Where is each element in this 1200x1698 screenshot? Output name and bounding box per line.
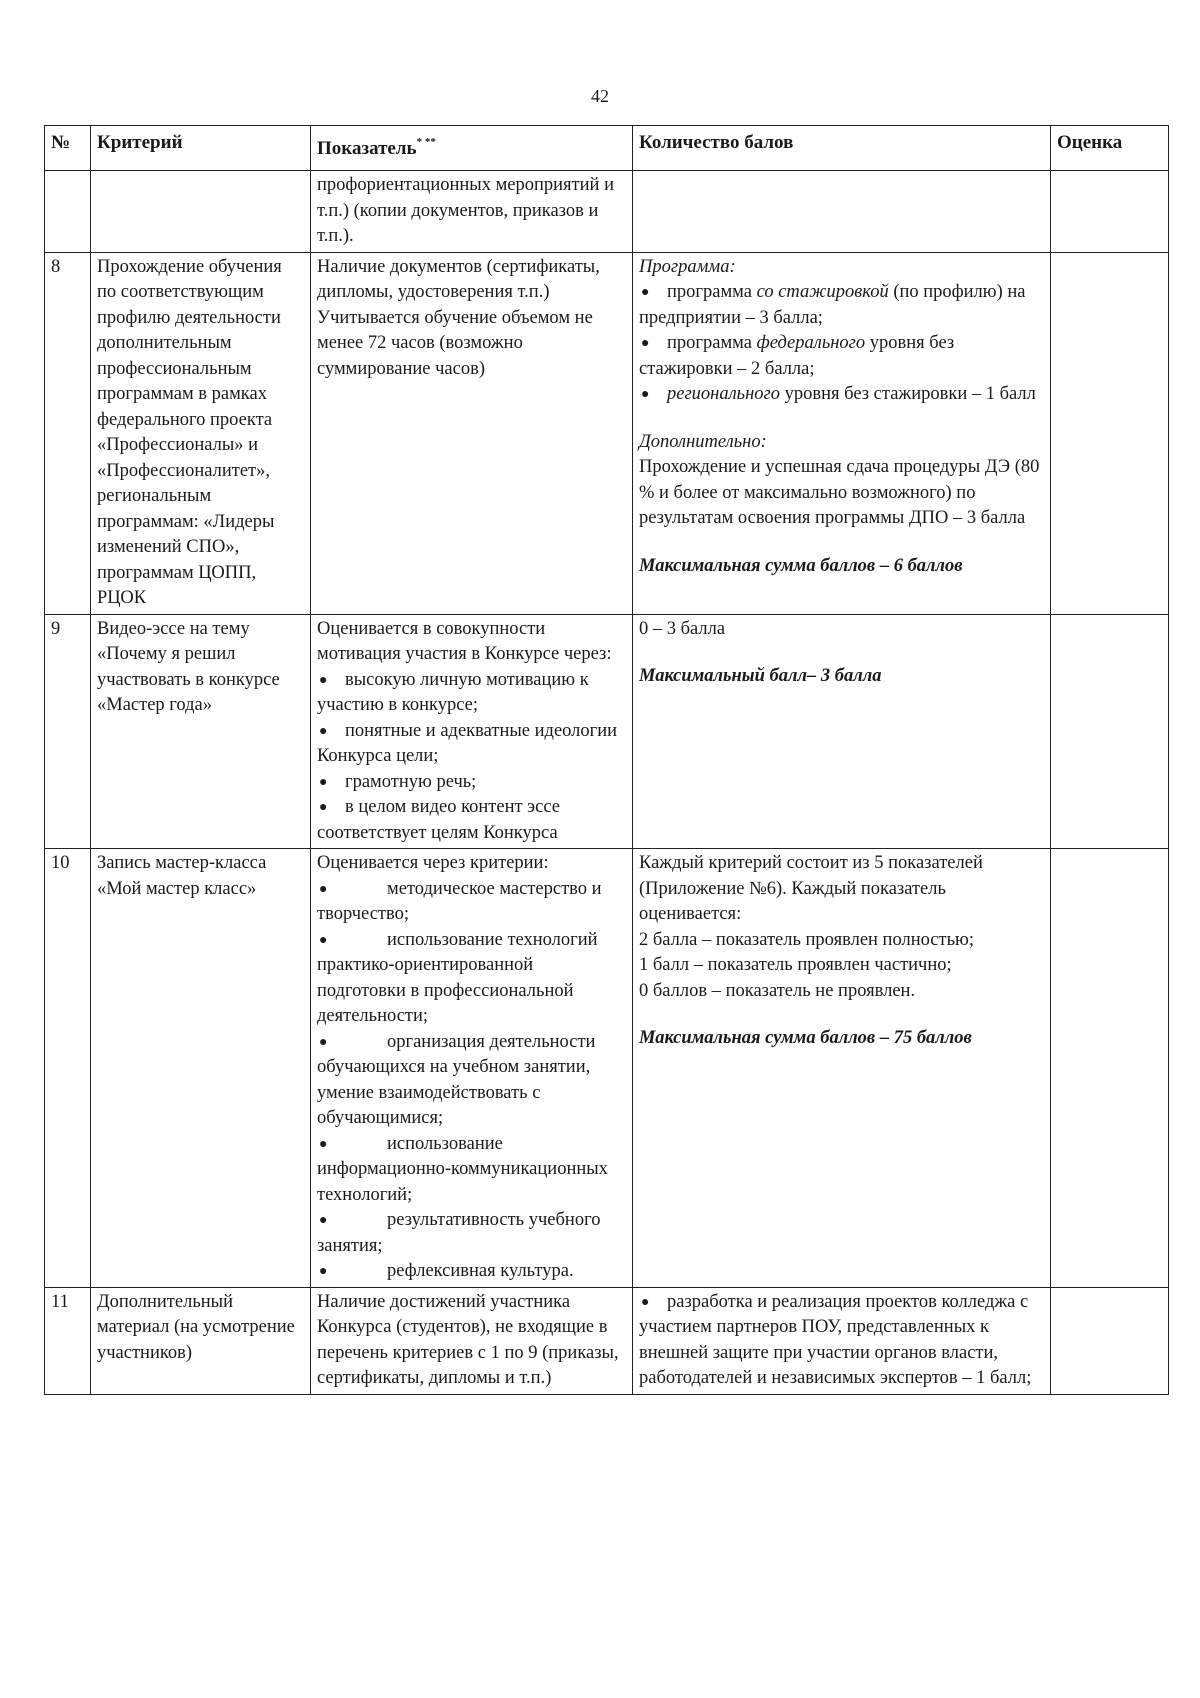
cell-criterion: Видео-эссе на тему «Почему я решил участвовать в конкурсе «Мастер года» [91, 614, 311, 849]
header-num: № [45, 126, 91, 171]
list-item: ● высокую личную мотивацию к участию в конкурсе; [317, 669, 589, 715]
list-item: ● программа со стажировкой (по профилю) на предприятии – 3 балла; [639, 282, 1026, 328]
header-points: Количество балов [633, 126, 1051, 171]
table-row [45, 171, 1169, 253]
max-score: Максимальный балл– 3 балла [639, 666, 882, 686]
bullet-icon: ● [641, 336, 650, 351]
points-line: 0 баллов – показатель не проявлен. [639, 980, 916, 1001]
cell-indicator: профориентационных мероприятий и т.п.) (копии документов, приказов и т.п.). [311, 171, 633, 253]
bullet-icon: ● [641, 387, 650, 402]
bullet-icon: ● [319, 1034, 328, 1050]
bullet-icon: ● [319, 1264, 328, 1279]
table-row [45, 849, 1169, 1288]
cell-points [633, 171, 1051, 253]
cell-points [633, 1287, 1051, 1394]
bullet-icon: ● [319, 932, 328, 948]
cell-num: 10 [45, 849, 91, 1288]
header-indicator-label: Показатель [317, 138, 417, 159]
indicator-text: Учитывается обучение объемом не менее 72 часов (возможно суммирование часов) [317, 307, 593, 379]
bullet-icon: ● [319, 774, 328, 790]
points-line: 1 балл – показатель проявлен частично; [639, 955, 952, 975]
cell-num: 9 [45, 614, 91, 849]
bullet-icon: ● [641, 285, 650, 300]
points-range: 0 – 3 балла [639, 618, 726, 639]
header-score: Оценка [1051, 126, 1169, 171]
indicator-text: Оценивается через критерии: [317, 853, 549, 873]
list-item: ● использование информационно-коммуникационных технологий; [317, 1133, 608, 1205]
cell-score [1051, 171, 1169, 253]
header-indicator [311, 126, 633, 171]
program-heading: Программа: [639, 256, 736, 277]
list-item: ● рефлексивная культура. [317, 1259, 626, 1285]
list-item: ● разработка и реализация проектов колледжа с участием партнеров ПОУ, представленных к внешней защите при участии органов власти, работодателей и независимых экспертов – 1 балл; [639, 1291, 1032, 1388]
header-indicator-footnote: * ** [416, 136, 436, 148]
max-score: Максимальная сумма баллов – 6 баллов [639, 555, 963, 576]
cell-indicator [311, 252, 633, 614]
bullet-icon: ● [319, 1136, 328, 1152]
bullet-icon: ● [641, 1294, 650, 1310]
list-item: ● в целом видео контент эссе соответствует целям Конкурса [317, 797, 560, 843]
bullet-icon: ● [319, 672, 328, 688]
indicator-text: Оценивается в совокупности мотивация участия в Конкурсе через: [317, 618, 612, 664]
cell-indicator [311, 849, 633, 1288]
table-header-row [45, 126, 1169, 171]
cell-points [633, 849, 1051, 1288]
points-text: Каждый критерий состоит из 5 показателей (Приложение №6). Каждый показатель оценивается: [639, 853, 983, 924]
bullet-icon: ● [319, 800, 328, 815]
cell-num [45, 171, 91, 253]
criteria-table [44, 125, 1169, 1395]
points-line: 2 балла – показатель проявлен полностью; [639, 929, 974, 950]
bullet-icon: ● [319, 881, 328, 897]
cell-indicator [311, 614, 633, 849]
additional-heading: Дополнительно: [639, 431, 767, 452]
bullet-icon: ● [319, 723, 328, 739]
list-item: ● программа федерального уровня без стажировки – 2 балла; [639, 333, 955, 379]
list-item: ● результативность учебного занятия; [317, 1210, 601, 1256]
table-row [45, 252, 1169, 614]
table-row [45, 614, 1169, 849]
list-item: ● понятные и адекватные идеологии Конкурса цели; [317, 720, 618, 766]
cell-points [633, 252, 1051, 614]
page-number: 42 [591, 86, 609, 106]
table-row [45, 1287, 1169, 1394]
cell-criterion [91, 171, 311, 253]
list-item: ● грамотную речь; [317, 770, 626, 796]
list-item: ● регионального уровня без стажировки – 1 балл [639, 382, 1044, 408]
cell-score [1051, 849, 1169, 1288]
cell-score [1051, 252, 1169, 614]
list-item: ● использование технологий практико-ориентированной подготовки в профессиональной деятельности; [317, 929, 598, 1026]
cell-points [633, 614, 1051, 849]
cell-criterion: Дополнительный материал (на усмотрение участников) [91, 1287, 311, 1394]
list-item: ● методическое мастерство и творчество; [317, 878, 602, 924]
cell-num: 8 [45, 252, 91, 614]
cell-criterion: Прохождение обучения по соответствующим профилю деятельности дополнительным профессиональным программам в рамках федерального проекта «Профессионалы» и «Профессионалитет», региональным программам: «Лидеры изменений СПО», программам ЦОПП, РЦОК [91, 252, 311, 614]
header-criterion: Критерий [91, 126, 311, 171]
cell-indicator: Наличие достижений участника Конкурса (студентов), не входящие в перечень критериев с 1 по 9 (приказы, сертификаты, дипломы и т.п.) [311, 1287, 633, 1394]
bullet-icon: ● [319, 1213, 328, 1228]
additional-text: Прохождение и успешная сдача процедуры ДЭ (80 % и более от максимально возможного) по результатам освоения программы ДПО – 3 балла [639, 457, 1040, 528]
cell-num: 11 [45, 1287, 91, 1394]
cell-score [1051, 1287, 1169, 1394]
cell-score [1051, 614, 1169, 849]
cell-criterion: Запись мастер-класса «Мой мастер класс» [91, 849, 311, 1288]
indicator-text: Наличие документов (сертификаты, дипломы, удостоверения т.п.) [317, 256, 600, 302]
max-score: Максимальная сумма баллов – 75 баллов [639, 1028, 972, 1048]
list-item: ● организация деятельности обучающихся на учебном занятии, умение взаимодействовать с обучающимися; [317, 1031, 596, 1128]
